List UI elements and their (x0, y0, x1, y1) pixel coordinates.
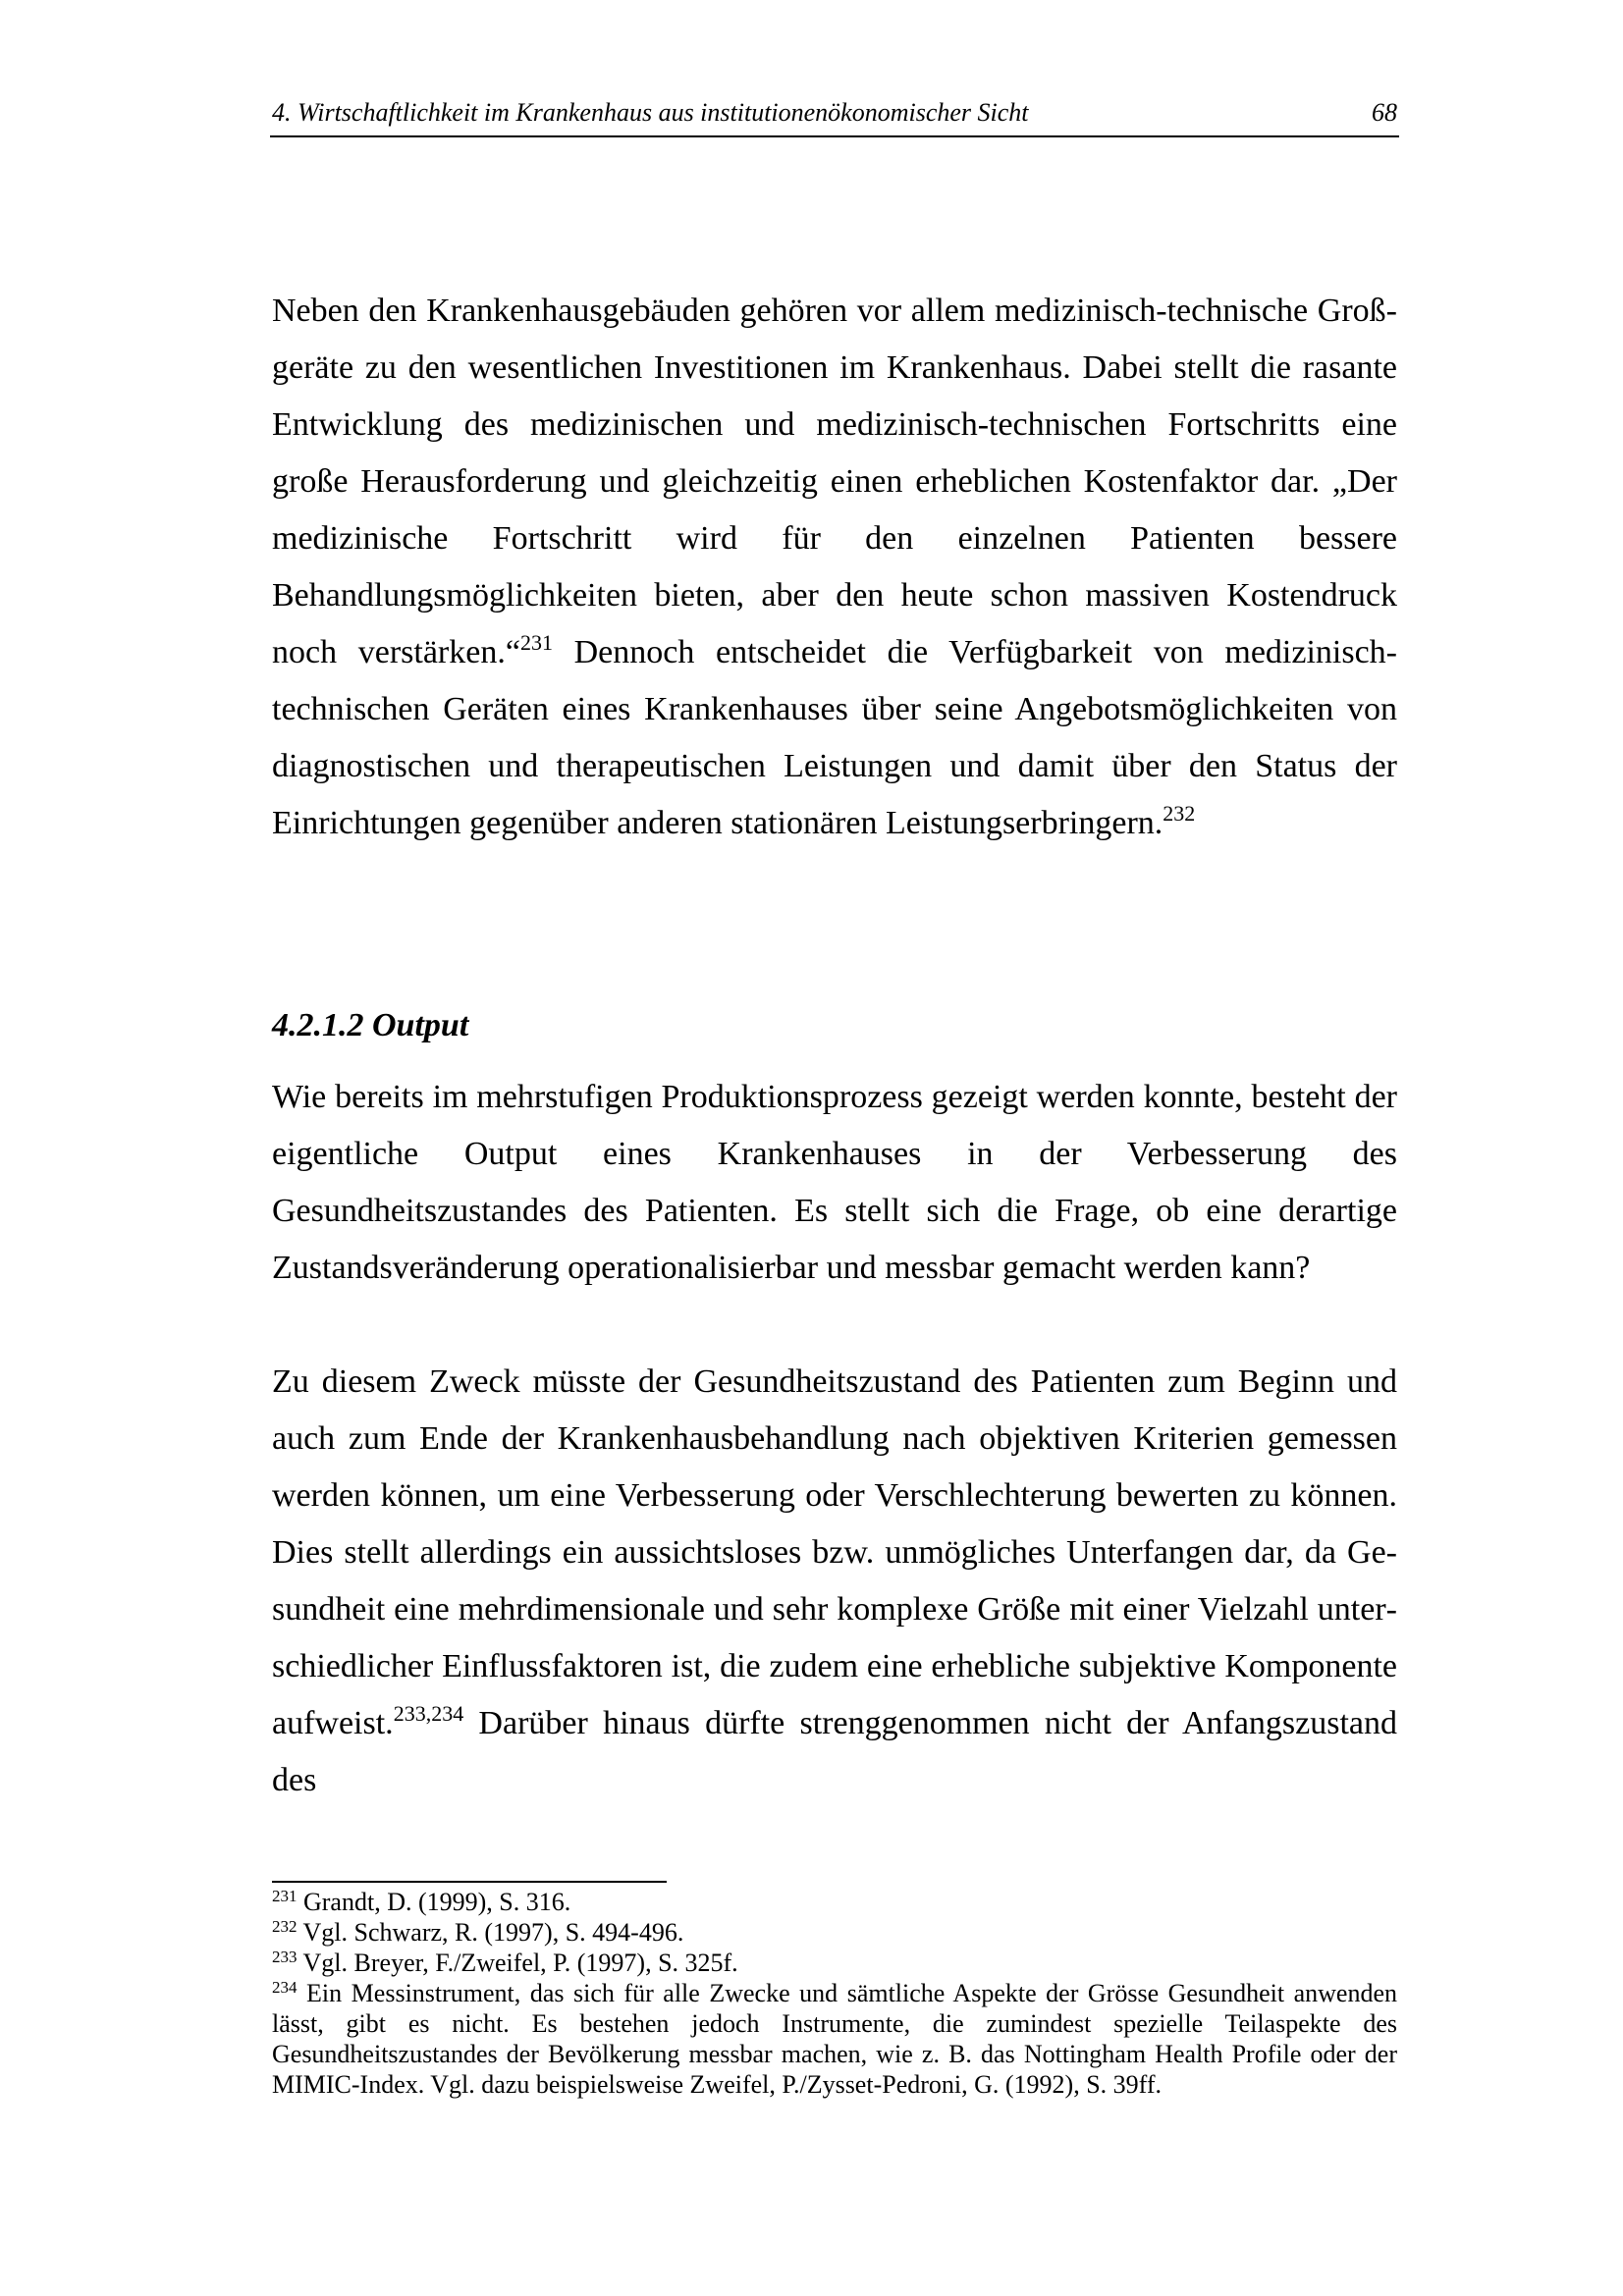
footnote-text: Vgl. Breyer, F./Zweifel, P. (1997), S. 325f. (297, 1949, 738, 1977)
footnote-number: 234 (272, 1978, 298, 1997)
footnote-text: Vgl. Schwarz, R. (1997), S. 494-496. (297, 1918, 684, 1947)
footnote-number: 233 (272, 1948, 298, 1966)
footnote-ref-231: 231 (519, 630, 553, 655)
footnote-text: Grandt, D. (1999), S. 316. (297, 1888, 571, 1916)
footnote-ref-233-234: 233,234 (393, 1701, 464, 1726)
body-paragraph-2 (272, 1069, 1397, 1297)
footnote-divider (272, 1881, 667, 1883)
paragraph-text-cont: Darüber hinaus dürfte strenggenommen nicht der Anfangszustand des (272, 1705, 1397, 1798)
paragraph-text: Wie bereits im mehrstufigen Produktionsprozess gezeigt werden konnte, besteht der eigentliche Output eines Krankenhauses in der Verbesserung des Gesundheitszustandes des Patienten. Es stellt sich die Frage, ob eine derartige Zustandsveränderung operationalisierbar und messbar gemacht werden kann? (272, 1079, 1397, 1286)
footnote-ref-232: 232 (1163, 801, 1196, 826)
body-paragraph-3 (272, 1354, 1397, 1809)
paragraph-text: Zu diesem Zweck müsste der Gesundheitszustand des Patienten zum Beginn und auch zum Ende der Krankenhausbehandlung nach objektiven Kriterien gemessen werden können, um eine Verbesserung oder Verschlechterung bewerten zu können. Dies stellt allerdings ein aussichtsloses bzw. unmögliches Unterfangen dar, da Gesundheit eine mehrdimensionale und sehr komplexe Größe mit einer Vielzahl unterschiedlicher Einflussfaktoren ist, die zudem eine erhebliche subjektive Komponente aufweist. (272, 1363, 1397, 1741)
footnote-text: Ein Messinstrument, das sich für alle Zwecke und sämtliche Aspekte der Grösse Gesundheit anwenden lässt, gibt es nicht. Es bestehen jedoch Instrumente, die zumindest spezielle Teilaspekte des Gesundheitszustandes der Bevölkerung messbar machen, wie z. B. das Nottingham Health Profile oder der MIMIC-Index. Vgl. dazu beispielsweise Zweifel, P./Zysset-Pedroni, G. (1992), S. 39ff. (272, 1979, 1397, 2099)
body-paragraph-1 (272, 283, 1397, 852)
footnote-number: 232 (272, 1917, 298, 1936)
footnote (272, 1887, 1397, 1917)
page-number: 68 (1372, 98, 1397, 127)
page-header (270, 96, 1399, 137)
footnote (272, 1978, 1397, 2100)
section-heading: 4.2.1.2 Output (272, 1007, 469, 1043)
footnote-number: 231 (272, 1887, 298, 1905)
footnote (272, 1917, 1397, 1948)
paragraph-text-cont: Dennoch entscheidet die Verfügbarkeit von medizinisch-technischen Geräten eines Krankenhauses über seine Angebotsmöglichkeiten von diagnostischen und therapeutischen Leistungen und damit über den Status der Einrichtungen gegenüber anderen stationären Leistungserbringern. (272, 634, 1397, 841)
footnote (272, 1948, 1397, 1978)
footnotes-list (272, 1887, 1397, 2100)
running-title: 4. Wirtschaftlichkeit im Krankenhaus aus institutionenökonomischer Sicht (272, 98, 1029, 127)
paragraph-text: Neben den Krankenhausgebäuden gehören vor allem medizinisch-technische Großgeräte zu den wesentlichen Investitionen im Krankenhaus. Dabei stellt die rasante Entwicklung des medizinischen und medizinisch-technischen Fortschritts eine große Herausforderung und gleichzeitig einen erheblichen Kostenfaktor dar. „Der medizinische Fortschritt wird für den einzelnen Patienten bessere Behandlungsmöglichkeiten bieten, aber den heute schon massiven Kostendruck noch verstärken.“ (272, 293, 1397, 670)
